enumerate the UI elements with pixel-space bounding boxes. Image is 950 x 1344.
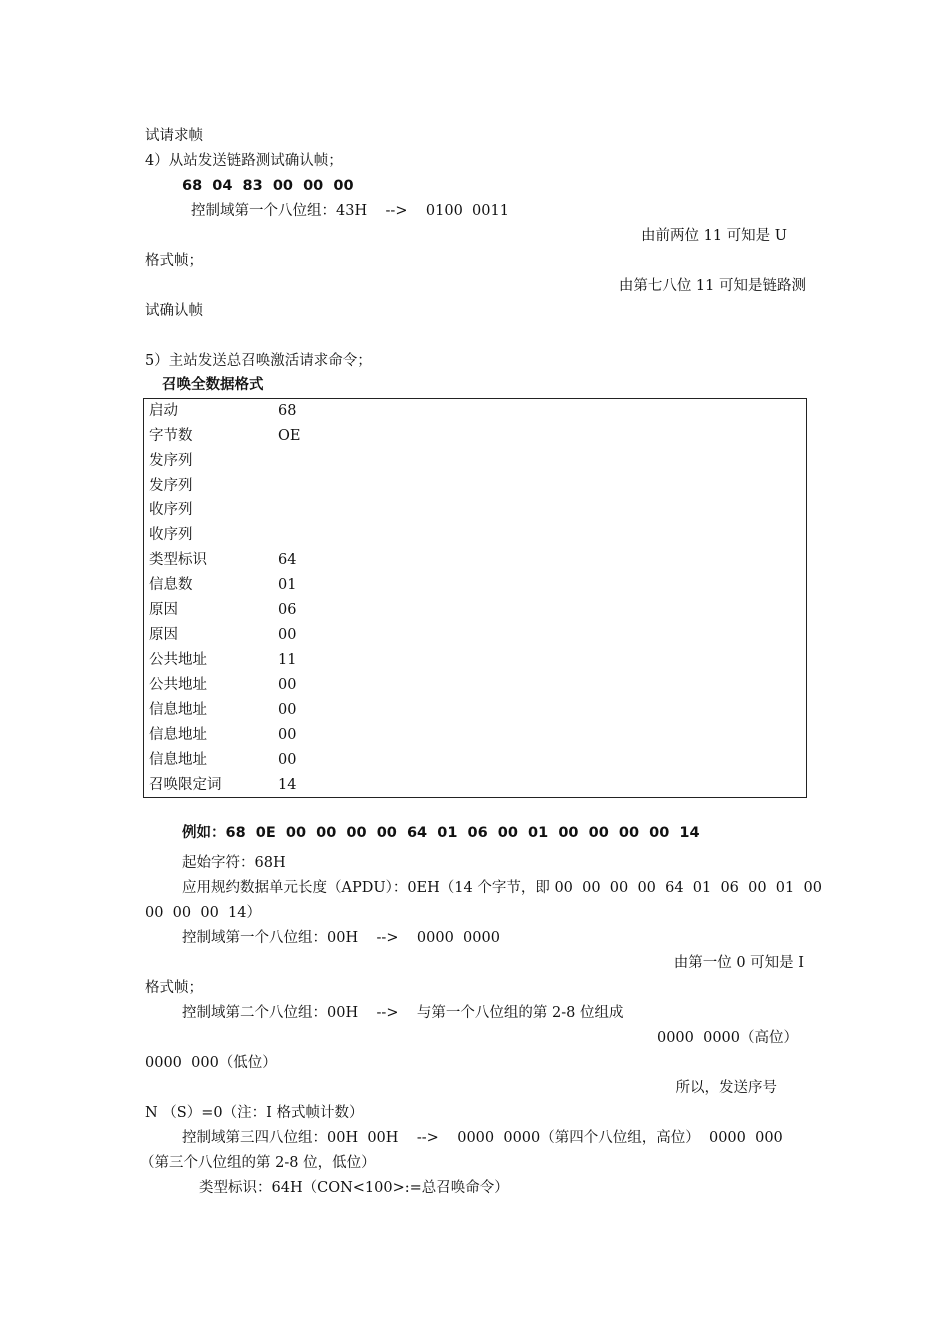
field-value: 68 — [278, 403, 297, 419]
field-value: 00 — [278, 627, 297, 643]
section-heading: 4）从站发送链路测试确认帧； — [145, 153, 343, 169]
text-line: 控制域第二个八位组：00H --> 与第一个八位组的第 2-8 位组成 — [182, 1005, 624, 1021]
field-name: 收序列 — [149, 527, 193, 543]
table-caption: 召唤全数据格式 — [162, 377, 264, 393]
text-line: 控制域第一个八位组：00H --> 0000 0000 — [182, 930, 500, 946]
text-line: 由第七八位 11 可知是链路测 — [618, 278, 806, 294]
field-name: 召唤限定词 — [149, 777, 222, 793]
text-line: 由第一位 0 可知是 I — [673, 955, 804, 971]
text-line: 格式帧； — [145, 980, 203, 996]
field-name: 收序列 — [149, 502, 193, 518]
example-frame: 例如：68 0E 00 00 00 00 64 01 06 00 01 00 00 00 00 14 — [182, 825, 700, 841]
field-name: 发序列 — [149, 478, 193, 494]
field-name: 字节数 — [149, 428, 193, 444]
field-name: 信息地址 — [149, 702, 207, 718]
field-name: 信息数 — [149, 577, 193, 593]
field-name: 公共地址 — [149, 652, 207, 668]
field-name: 公共地址 — [149, 677, 207, 693]
field-name: 启动 — [149, 403, 178, 419]
field-name: 类型标识 — [149, 552, 207, 568]
text-line: 所以，发送序号 — [675, 1080, 777, 1096]
text-line: 0000 000（低位） — [145, 1055, 277, 1071]
text-line: 00 00 00 14） — [145, 905, 261, 921]
text-line: 格式帧； — [145, 253, 203, 269]
text-line: 试请求帧 — [145, 128, 203, 144]
field-name: 信息地址 — [149, 727, 207, 743]
field-value: 11 — [278, 652, 297, 668]
field-value: 00 — [278, 677, 297, 693]
field-value: 06 — [278, 602, 297, 618]
format-table — [143, 398, 807, 798]
text-line: 试确认帧 — [145, 303, 203, 319]
field-value: 00 — [278, 752, 297, 768]
field-value: 00 — [278, 702, 297, 718]
text-line: 类型标识：64H（CON<100>:=总召唤命令） — [199, 1180, 509, 1196]
text-line: 应用规约数据单元长度（APDU）：0EH（14 个字节，即 00 00 00 00 64 01 06 00 01 00 — [182, 880, 822, 896]
text-line: 由前两位 11 可知是 U — [641, 228, 787, 244]
text-line: （第三个八位组的第 2-8 位，低位） — [140, 1155, 376, 1171]
field-name: 信息地址 — [149, 752, 207, 768]
field-name: 发序列 — [149, 453, 193, 469]
field-value: 01 — [278, 577, 297, 593]
text-line: 控制域第一个八位组：43H --> 0100 0011 — [191, 203, 509, 219]
field-name: 原因 — [149, 602, 178, 618]
field-value: 00 — [278, 727, 297, 743]
text-line: 0000 0000（高位） — [656, 1030, 798, 1046]
text-line: N （S）=0（注：I 格式帧计数） — [145, 1105, 364, 1121]
field-value: 14 — [278, 777, 297, 793]
section-heading: 5）主站发送总召唤激活请求命令； — [145, 353, 372, 369]
text-line: 起始字符：68H — [182, 855, 286, 871]
field-value: OE — [278, 428, 301, 444]
hex-frame: 68 04 83 00 00 00 — [182, 178, 354, 194]
field-value: 64 — [278, 552, 297, 568]
field-name: 原因 — [149, 627, 178, 643]
text-line: 控制域第三四八位组：00H 00H --> 0000 0000（第四个八位组，高位） 0000 000 — [182, 1130, 783, 1146]
